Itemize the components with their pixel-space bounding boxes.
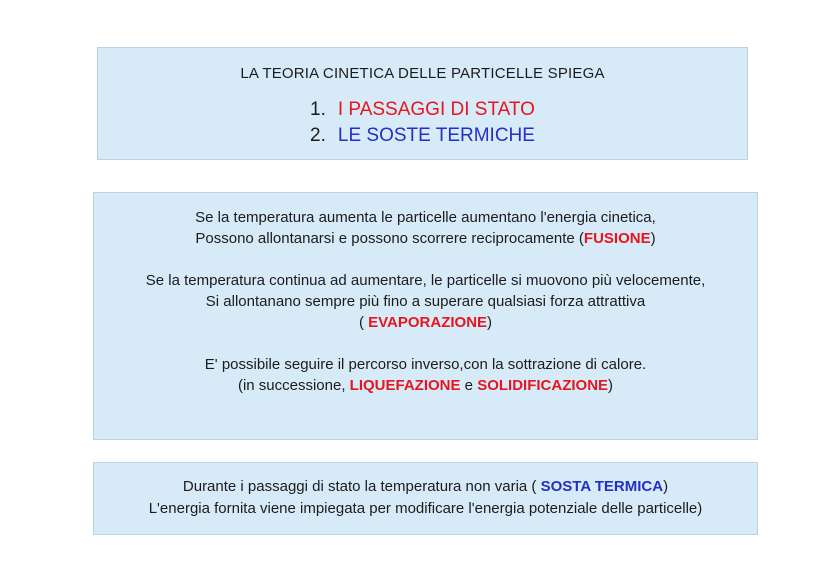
text-segment: L'energia fornita viene impiegata per modificare l'energia potenziale delle particelle) (148, 500, 703, 517)
state-changes-list (310, 97, 535, 149)
list-item-soste (310, 123, 535, 149)
text-segment: ) (608, 377, 614, 394)
text-line (94, 207, 757, 228)
text-segment: Se la temperatura continua ad aumentare, le particelle si muovono più velocemente, (145, 272, 706, 289)
text-line (94, 476, 757, 498)
text-line (94, 228, 757, 249)
term-evaporazione: EVAPORAZIONE (368, 314, 488, 331)
text-segment: ) (487, 314, 493, 331)
text-line (94, 375, 757, 396)
text-segment: Si allontanano sempre più fino a superare qualsiasi forza attrattiva (205, 293, 646, 310)
slide-heading: LA TEORIA CINETICA DELLE PARTICELLE SPIEGA (240, 65, 605, 82)
text-segment: (in successione, (237, 377, 350, 394)
text-line (94, 291, 757, 312)
term-liquefazione: LIQUEFAZIONE (349, 377, 461, 394)
text-segment: ( (358, 314, 369, 331)
item-label-soste: LE SOSTE TERMICHE (337, 125, 535, 146)
text-segment: Durante i passaggi di stato la temperatura non varia ( (182, 478, 541, 495)
title-box (97, 47, 748, 160)
text-line (94, 312, 757, 333)
text-line (94, 354, 757, 375)
text-segment: Possono allontanarsi e possono scorrere reciprocamente ( (195, 230, 584, 247)
text-line (94, 270, 757, 291)
explanation-box (93, 192, 758, 440)
text-segment: ) (663, 478, 669, 495)
text-segment: E' possibile seguire il percorso inverso,con la sottrazione di calore. (204, 356, 647, 373)
paragraph-inverso (94, 354, 757, 396)
item-label-passaggi: I PASSAGGI DI STATO (337, 99, 535, 120)
term-sosta-termica: SOSTA TERMICA (540, 478, 664, 495)
list-item-passaggi (310, 97, 535, 123)
summary-box (93, 462, 758, 535)
paragraph-evaporazione (94, 270, 757, 333)
text-segment: e (460, 377, 478, 394)
item-number: 1. (310, 99, 326, 120)
item-number: 2. (310, 125, 326, 146)
paragraph-fusione (94, 207, 757, 249)
text-line (94, 498, 757, 520)
term-solidificazione: SOLIDIFICAZIONE (477, 377, 609, 394)
text-segment: Se la temperatura aumenta le particelle aumentano l'energia cinetica, (195, 209, 656, 226)
term-fusione: FUSIONE (583, 230, 651, 247)
text-segment: ) (650, 230, 656, 247)
